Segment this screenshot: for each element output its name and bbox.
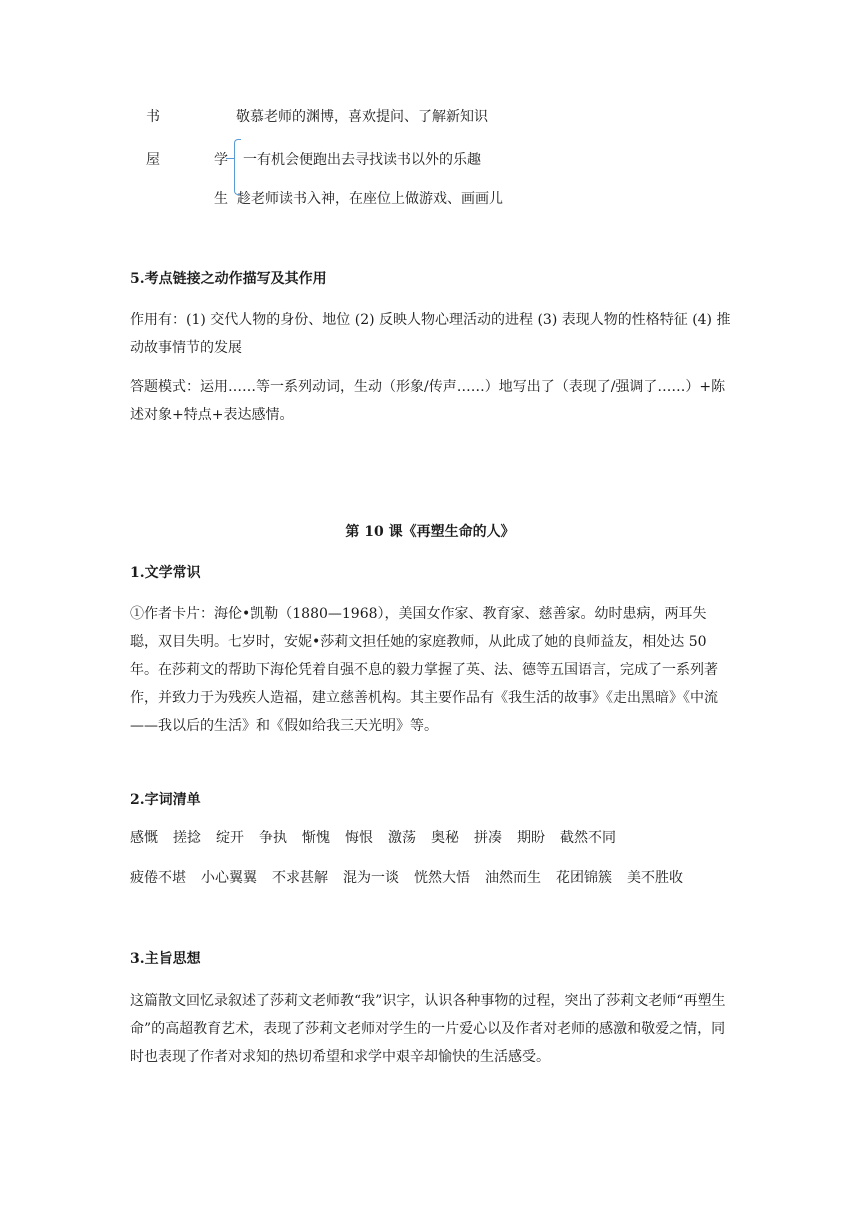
vocab-word: 争执 — [259, 830, 287, 846]
section-paragraph: 作用有：(1) 交代人物的身份、地位 (2) 反映人物心理活动的进程 (3) 表现人物的性格特征 (4) 推动故事情节的发展 — [130, 312, 731, 356]
vocab-word: 不求甚解 — [272, 870, 328, 886]
vocab-word: 美不胜收 — [627, 870, 683, 886]
vocab-word: 拼凑 — [474, 830, 502, 846]
diagram-left-bottom: 屋 — [146, 152, 160, 168]
vocab-word: 感慨 — [130, 830, 158, 846]
vocab-word: 混为一谈 — [343, 870, 399, 886]
vocab-row — [130, 868, 698, 888]
brace-tick-icon — [226, 158, 235, 159]
lesson-title: 第 10 课《再塑生命的人》 — [345, 524, 515, 540]
vocab-word: 疲倦不堪 — [130, 870, 186, 886]
brace-icon — [234, 139, 241, 195]
diagram-left-top: 书 — [146, 109, 160, 125]
vocab-word: 悔恨 — [345, 830, 373, 846]
vocab-word: 截然不同 — [560, 830, 616, 846]
vocab-word: 油然而生 — [485, 870, 541, 886]
section-heading: 3.主旨思想 — [130, 951, 201, 967]
section-paragraph: ①作者卡片：海伦•凯勒（1880—1968），美国女作家、教育家、慈善家。幼时患病，两耳失聪，双目失明。七岁时，安妮•莎莉文担任她的家庭教师，从此成了她的良师益友，相处达 50 年。在莎莉文的帮助下海伦凭着自强不息的毅力掌握了英、法、德等五国语言，完成了一系列著作，并致力于为残疾人造福，建立慈善机构。其主要作品有《我生活的故事》《走出黑暗》《中流——我以后的生活》和《假如给我三天光明》等。 — [130, 606, 718, 734]
diagram-item: 趁老师读书入神，在座位上做游戏、画画儿 — [237, 191, 503, 207]
vocab-word: 搓捻 — [173, 830, 201, 846]
diagram-mid-bottom: 生 — [214, 191, 228, 207]
section-paragraph: 这篇散文回忆录叙述了莎莉文老师教“我”识字，认识各种事物的过程，突出了莎莉文老师“再塑生命”的高超教育艺术，表现了莎莉文老师对学生的一片爱心以及作者对老师的感激和敬爱之情，同时也表现了作者对求知的热切希望和求学中艰辛却愉快的生活感受。 — [130, 993, 726, 1065]
vocab-word: 期盼 — [517, 830, 545, 846]
section-heading: 1.文学常识 — [130, 565, 201, 581]
vocab-word: 花团锦簇 — [556, 870, 612, 886]
vocab-row — [130, 828, 631, 848]
vocab-word: 小心翼翼 — [201, 870, 257, 886]
diagram-item: 一有机会便跑出去寻找读书以外的乐趣 — [243, 152, 481, 168]
section-paragraph: 答题模式：运用……等一系列动词，生动（形象/传声……）地写出了（表现了/强调了……）+陈述对象+特点+表达感情。 — [130, 379, 726, 423]
section-heading: 2.字词清单 — [130, 792, 201, 808]
vocab-word: 激荡 — [388, 830, 416, 846]
diagram-mid-top: 学 — [214, 152, 228, 168]
diagram-item: 敬慕老师的渊博，喜欢提问、了解新知识 — [236, 109, 488, 125]
vocab-word: 惭愧 — [302, 830, 330, 846]
section-heading: 5.考点链接之动作描写及其作用 — [130, 271, 327, 287]
vocab-word: 奥秘 — [431, 830, 459, 846]
vocab-word: 恍然大悟 — [414, 870, 470, 886]
vocab-word: 绽开 — [216, 830, 244, 846]
